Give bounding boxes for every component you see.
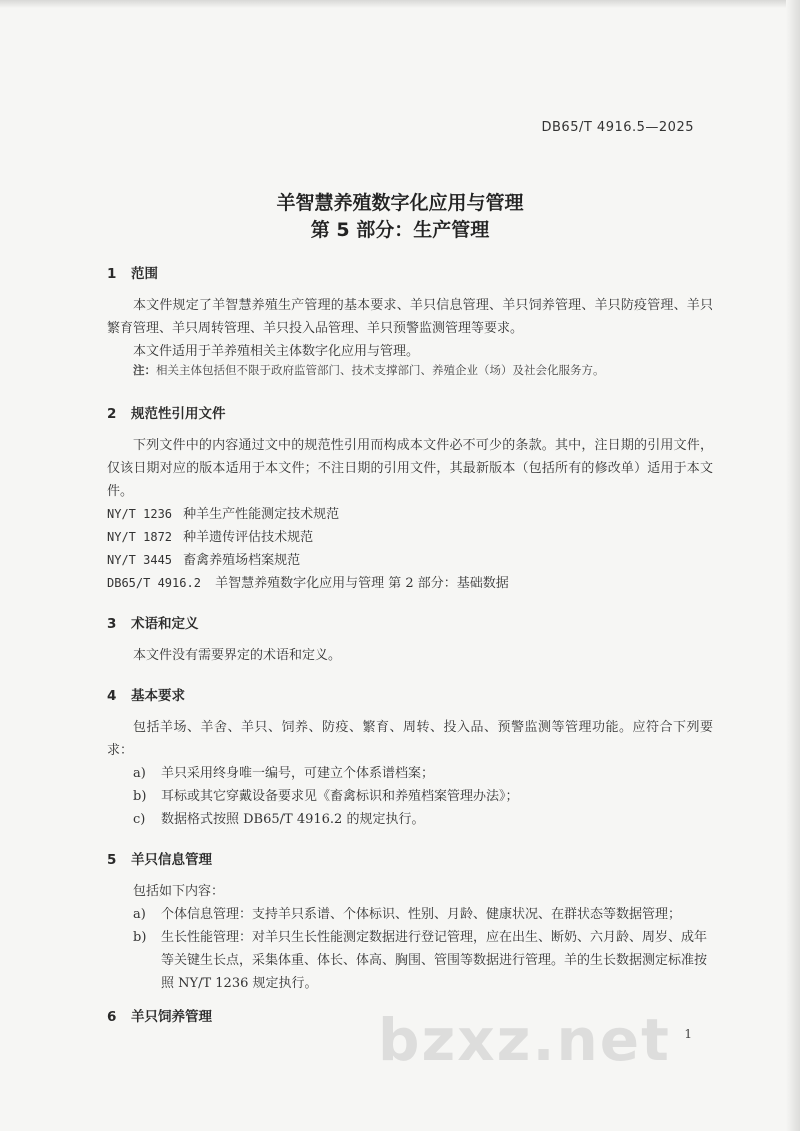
normative-reference: NY/T 1236 种羊生产性能测定技术规范	[107, 507, 340, 522]
section-heading-2: 2 规范性引用文件	[107, 406, 226, 422]
page-number: 1	[684, 1027, 692, 1041]
section-3-paragraph-1: 本文件没有需要界定的术语和定义。	[133, 648, 342, 663]
list-item: b) 生长性能管理：对羊只生长性能测定数据进行登记管理，应在出生、断奶、六月龄、周岁、成年等关键生长点，采集体重、体长、体高、胸围、管围等数据进行管理。羊的生长数据测定标准按照 NY/T 1236 规定执行。	[133, 930, 708, 991]
list-item: b) 耳标或其它穿戴设备要求见《畜禽标识和养殖档案管理办法》；	[133, 789, 519, 804]
section-heading-6: 6 羊只饲养管理	[107, 1009, 212, 1025]
normative-reference: NY/T 1872 种羊遗传评估技术规范	[107, 530, 314, 545]
section-heading-4: 4 基本要求	[107, 688, 185, 704]
section-1-paragraph-2: 本文件适用于羊养殖相关主体数字化应用与管理。	[133, 344, 420, 359]
section-1-paragraph-1: 本文件规定了羊智慧养殖生产管理的基本要求、羊只信息管理、羊只饲养管理、羊只防疫管理、羊只繁育管理、羊只周转管理、羊只投入品管理、羊只预警监测管理等要求。	[107, 298, 713, 336]
section-2-paragraph-1: 下列文件中的内容通过文中的规范性引用而构成本文件必不可少的条款。其中，注日期的引用文件，仅该日期对应的版本适用于本文件；不注日期的引用文件，其最新版本（包括所有的修改单）适用于本文件。	[107, 438, 713, 499]
list-item: a) 个体信息管理：支持羊只系谱、个体标识、性别、月龄、健康状况、在群状态等数据管理；	[133, 907, 682, 922]
list-item: c) 数据格式按照 DB65/T 4916.2 的规定执行。	[133, 812, 425, 827]
normative-reference: DB65/T 4916.2 羊智慧养殖数字化应用与管理 第 2 部分：基础数据	[107, 576, 509, 591]
section-heading-5: 5 羊只信息管理	[107, 852, 212, 868]
watermark: bzxz.net	[378, 1006, 671, 1074]
list-item: a) 羊只采用终身唯一编号，可建立个体系谱档案；	[133, 766, 435, 781]
section-heading-1: 1 范围	[107, 266, 158, 282]
section-5-paragraph-1: 包括如下内容：	[133, 884, 225, 899]
scan-edge-top	[0, 0, 800, 8]
section-4-paragraph-1: 包括羊场、羊舍、羊只、饲养、防疫、繁育、周转、投入品、预警监测等管理功能。应符合下列要求：	[107, 720, 713, 758]
section-1-note: 注：相关主体包括但不限于政府监管部门、技术支撑部门、养殖企业（场）及社会化服务方。	[133, 363, 605, 377]
document-subtitle: 第 5 部分：生产管理	[310, 219, 490, 241]
normative-reference: NY/T 3445 畜禽养殖场档案规范	[107, 553, 301, 568]
document-title: 羊智慧养殖数字化应用与管理	[276, 192, 524, 214]
scan-edge-right	[786, 0, 800, 1131]
section-heading-3: 3 术语和定义	[107, 616, 199, 632]
document-number: DB65/T 4916.5—2025	[541, 120, 694, 135]
